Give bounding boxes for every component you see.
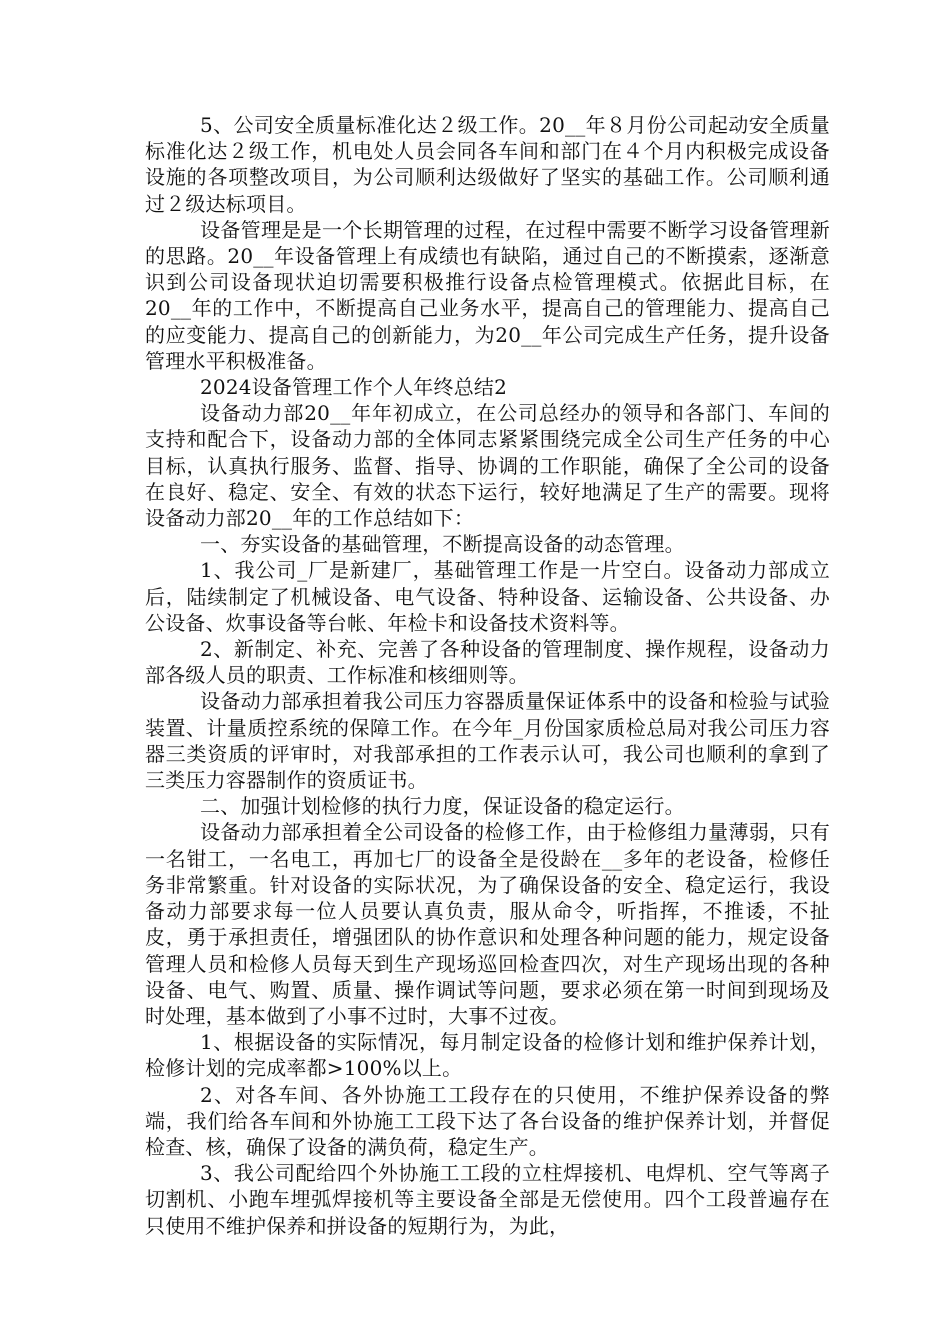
paragraph-safety-standard: 5、公司安全质量标准化达２级工作。20__年８月份公司起动安全质量标准化达２级工作，机电处人员会同各车间和部门在４个月内积极完成设备设施的各项整改项目，为公司顺利达级做好了坚实的基础工作。公司顺利通过２级达标项目。: [145, 113, 830, 216]
paragraph-pressure-vessel: 设备动力部承担着我公司压力容器质量保证体系中的设备和检验与试验装置、计量质控系统的保障工作。在今年_月份国家质检总局对我公司压力容器三类资质的评审时，对我部承担的工作表示认可，我公司也顺利的拿到了三类压力容器制作的资质证书。: [145, 689, 830, 793]
paragraph-plan-2: 2、对各车间、各外协施工工段存在的只使用，不维护保养设备的弊端，我们给各车间和外协施工工段下达了各台设备的维护保养计划，并督促检查、核，确保了设备的满负荷，稳定生产。: [145, 1082, 830, 1159]
section-title: 2024设备管理工作个人年终总结2: [200, 375, 508, 400]
paragraph-department-intro: 设备动力部20__年年初成立，在公司总经办的领导和各部门、车间的支持和配合下，设备动力部的全体同志紧紧围绕完成全公司生产任务的中心目标，认真执行服务、监督、指导、协调的工作职能，确保了全公司的设备在良好、稳定、安全、有效的状态下运行，较好地满足了生产的需要。现将设备动力部20__年的工作总结如下：: [145, 401, 830, 531]
heading-maintenance: 二、加强计划检修的执行力度，保证设备的稳定运行。: [200, 794, 685, 819]
heading-basic-management: 一、夯实设备的基础管理，不断提高设备的动态管理。: [200, 532, 685, 557]
document-page: [145, 112, 830, 1239]
paragraph-management-summary: 设备管理是是一个长期管理的过程，在过程中需要不断学习设备管理新的思路。20__年设备管理上有成绩也有缺陷，通过自己的不断摸索，逐渐意识到公司设备现状迫切需要积极推行设备点检管理模式。依据此目标，在20__年的工作中，不断提高自己业务水平，提高自己的管理能力、提高自己的应变能力、提高自己的创新能力，为20__年公司完成生产任务，提升设备管理水平积极准备。: [145, 217, 830, 373]
paragraph-item-1: 1、我公司_厂是新建厂，基础管理工作是一片空白。设备动力部成立后，陆续制定了机械设备、电气设备、特种设备、运输设备、公共设备、办公设备、炊事设备等台帐、年检卡和设备技术资料等。: [145, 558, 830, 635]
paragraph-plan-1: 1、根据设备的实际情况，每月制定设备的检修计划和维护保养计划，检修计划的完成率都>100%以上。: [145, 1030, 830, 1081]
paragraph-maintenance-work: 设备动力部承担着全公司设备的检修工作，由于检修组力量薄弱，只有一名钳工，一名电工，再加七厂的设备全是役龄在__多年的老设备，检修任务非常繁重。针对设备的实际状况，为了确保设备的安全、稳定运行，我设备动力部要求每一位人员要认真负责，服从命令，听指挥，不推诿，不扯皮，勇于承担责任，增强团队的协作意识和处理各种问题的能力，规定设备管理人员和检修人员每天到生产现场巡回检查四次，对生产现场出现的各种设备、电气、购置、质量、操作调试等问题，要求必须在第一时间到现场及时处理，基本做到了小事不过时，大事不过夜。: [145, 820, 830, 1028]
paragraph-plan-3: 3、我公司配给四个外协施工工段的立柱焊接机、电焊机、空气等离子切割机、小跑车埋弧焊接机等主要设备全部是无偿使用。四个工段普遍存在只使用不维护保养和拼设备的短期行为，为此，: [145, 1161, 830, 1238]
paragraph-item-2: 2、新制定、补充、完善了各种设备的管理制度、操作规程，设备动力部各级人员的职责、工作标准和核细则等。: [145, 637, 830, 688]
